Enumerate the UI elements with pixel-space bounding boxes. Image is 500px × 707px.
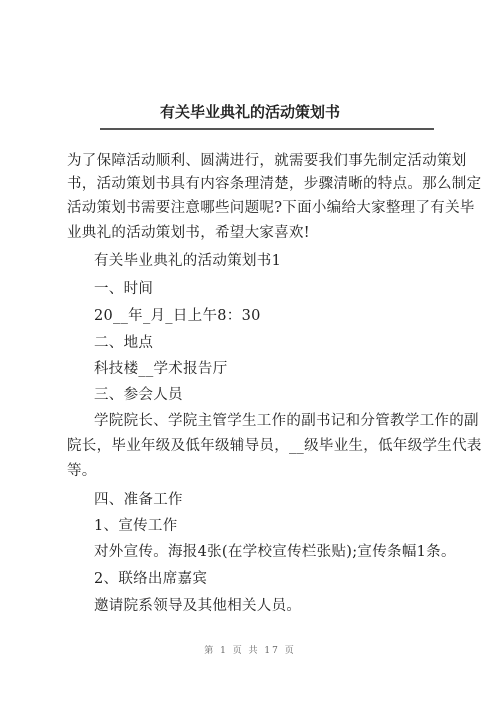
attendees-line-3: 等。 [67,463,97,479]
section-heading-attendees: 三、参会人员 [94,387,183,403]
subtitle: 有关毕业典礼的活动策划书1 [94,253,282,269]
attendees-line-1: 学院院长、学院主管学生工作的副书记和分管教学工作的副 [94,413,479,429]
intro-line-4: 业典礼的活动策划书，希望大家喜欢! [67,225,310,241]
location-text: 科技楼__学术报告厅 [94,361,228,377]
intro-line-1: 为了保障活动顺利、圆满进行，就需要我们事先制定活动策划 [67,153,467,169]
section-heading-time: 一、时间 [94,281,154,297]
page-title: 有关毕业典礼的活动策划书 [159,103,340,121]
intro-line-2: 书，活动策划书具有内容条理清楚，步骤清晰的特点。那么制定 [67,176,482,192]
section-heading-location: 二、地点 [94,335,154,351]
page-number-footer: 第 1 页 共 17 页 [204,646,296,656]
intro-line-3: 活动策划书需要注意哪些问题呢?下面小编给大家整理了有关毕 [67,200,475,216]
guests-text: 邀请院系领导及其他相关人员。 [94,598,302,614]
attendees-line-2: 院长，毕业年级及低年级辅导员，__级毕业生，低年级学生代表 [67,438,482,454]
time-text: 20__年_月_日上午8：30 [94,308,261,324]
title-divider [100,128,434,130]
section-heading-preparation: 四、准备工作 [94,492,183,508]
publicity-text: 对外宣传。海报4张(在学校宣传栏张贴);宣传条幅1条。 [94,544,456,560]
subsection-heading-publicity: 1、宣传工作 [94,518,178,534]
subsection-heading-guests: 2、联络出席嘉宾 [94,571,208,587]
